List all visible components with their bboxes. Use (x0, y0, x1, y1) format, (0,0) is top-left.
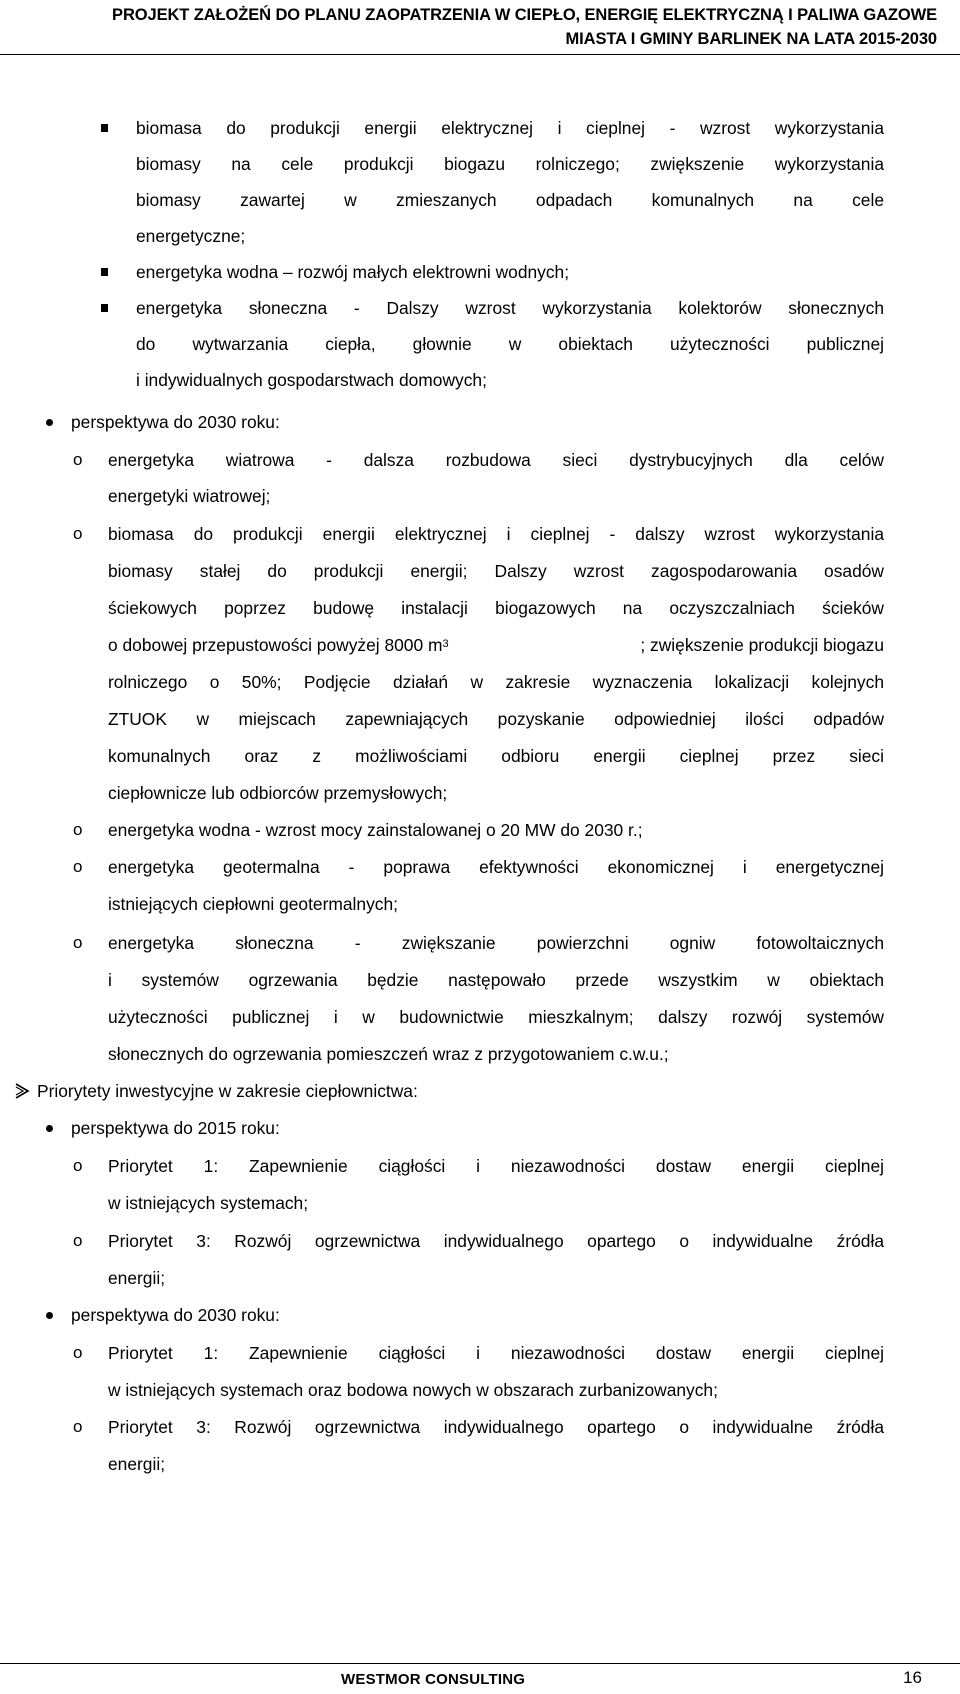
text-line: istniejących ciepłowni geotermalnych; (108, 894, 398, 914)
text-line: energetyka wodna – rozwój małych elektrowni wodnych; (136, 262, 570, 282)
text-line: do wytwarzania ciepła, głownie w obiektach użyteczności publicznej (136, 334, 884, 354)
circle-bullet-icon: o (73, 820, 83, 839)
text-line: energetyczne; (136, 226, 246, 246)
section-heading: perspektywa do 2030 roku: (71, 1305, 280, 1325)
text-line: w istniejących systemach; (108, 1193, 309, 1213)
text-line: Priorytet 3: Rozwój ogrzewnictwa indywidualnego opartego o indywidualne źródła (108, 1231, 884, 1251)
text-line: biomasy zawartej w zmieszanych odpadach komunalnych na cele (136, 190, 884, 210)
footer-company: WESTMOR CONSULTING (341, 1671, 526, 1688)
circle-bullet-icon: o (73, 857, 83, 876)
text-line: biomasa do produkcji energii elektrycznej i cieplnej - dalszy wzrost wykorzystania (108, 524, 884, 544)
square-bullet-icon (101, 304, 108, 312)
section-heading: Priorytety inwestycyjne w zakresie ciepłownictwa: (37, 1081, 418, 1101)
circle-bullet-icon: o (73, 1417, 83, 1436)
circle-bullet-icon: o (73, 524, 83, 543)
text-line: energetyka geotermalna - poprawa efektywności ekonomicznej i energetycznej (108, 857, 884, 877)
circle-bullet-icon: o (73, 1343, 83, 1362)
round-bullet-icon (46, 419, 53, 426)
text-line: rolniczego o 50%; Podjęcie działań w zakresie wyznaczenia lokalizacji kolejnych (108, 672, 884, 692)
text-line: Priorytet 3: Rozwój ogrzewnictwa indywidualnego opartego o indywidualne źródła (108, 1417, 884, 1437)
header-rule (0, 54, 960, 55)
text-line: energii; (108, 1268, 166, 1288)
superscript: 3 (442, 638, 449, 650)
section-heading: perspektywa do 2015 roku: (71, 1118, 280, 1138)
text-line: biomasy na cele produkcji biogazu rolniczego; zwiększenie wykorzystania (136, 154, 884, 174)
text-line: ciepłownicze lub odbiorców przemysłowych; (108, 783, 448, 803)
page-number: 16 (903, 1668, 922, 1687)
text-line: słonecznych do ogrzewania pomieszczeń wraz z przygotowaniem c.w.u.; (108, 1044, 669, 1064)
circle-bullet-icon: o (73, 933, 83, 952)
round-bullet-icon (46, 1312, 53, 1319)
text-line (108, 634, 884, 656)
circle-bullet-icon: o (73, 450, 83, 469)
text-line: energii; (108, 1454, 166, 1474)
text-line: energetyka słoneczna - Dalszy wzrost wykorzystania kolektorów słonecznych (136, 298, 884, 318)
circle-bullet-icon: o (73, 1231, 83, 1250)
text-line: ściekowych poprzez budowę instalacji biogazowych na oczyszczalniach ścieków (108, 598, 884, 618)
text-line: komunalnych oraz z możliwościami odbioru energii cieplnej przez sieci (108, 746, 884, 766)
text-line: użyteczności publicznej i w budownictwie mieszkalnym; dalszy rozwój systemów (108, 1007, 884, 1027)
header-title-line-2: MIASTA I GMINY BARLINEK NA LATA 2015-2030 (565, 30, 937, 48)
square-bullet-icon (101, 268, 108, 276)
text-line: w istniejących systemach oraz bodowa nowych w obszarach zurbanizowanych; (108, 1380, 718, 1400)
text-line: energetyki wiatrowej; (108, 486, 271, 506)
text-line: energetyka wiatrowa - dalsza rozbudowa sieci dystrybucyjnych dla celów (108, 450, 884, 470)
text-line: Priorytet 1: Zapewnienie ciągłości i niezawodności dostaw energii cieplnej (108, 1156, 884, 1176)
header-title-line-1: PROJEKT ZAŁOŻEŃ DO PLANU ZAOPATRZENIA W CIEPŁO, ENERGIĘ ELEKTRYCZNĄ I PALIWA GAZOWE (112, 6, 937, 24)
text-line: energetyka słoneczna - zwiększanie powierzchni ogniw fotowoltaicznych (108, 933, 884, 953)
round-bullet-icon (46, 1125, 53, 1132)
text-fragment: ; zwiększenie produkcji biogazu (640, 635, 884, 655)
text-fragment: o dobowej przepustowości powyżej 8000 $m^3$ (108, 635, 449, 655)
footer-rule (0, 1663, 960, 1664)
text-line: i systemów ogrzewania będzie następowało przede wszystkim w obiektach (108, 970, 884, 990)
arrow-bullet-icon (14, 1083, 30, 1099)
text-line: ZTUOK w miejscach zapewniających pozyskanie odpowiedniej ilości odpadów (108, 709, 884, 729)
page-header (0, 0, 960, 55)
text-line: biomasy stałej do produkcji energii; Dalszy wzrost zagospodarowania osadów (108, 561, 884, 581)
text-line: i indywidualnych gospodarstwach domowych; (136, 370, 487, 390)
circle-bullet-icon: o (73, 1156, 83, 1175)
text-line: energetyka wodna - wzrost mocy zainstalowanej o 20 MW do 2030 r.; (108, 820, 643, 840)
square-bullet-icon (101, 124, 108, 132)
section-heading: perspektywa do 2030 roku: (71, 412, 280, 432)
text-line: biomasa do produkcji energii elektrycznej i cieplnej - wzrost wykorzystania (136, 118, 884, 138)
text-line: Priorytet 1: Zapewnienie ciągłości i niezawodności dostaw energii cieplnej (108, 1343, 884, 1363)
